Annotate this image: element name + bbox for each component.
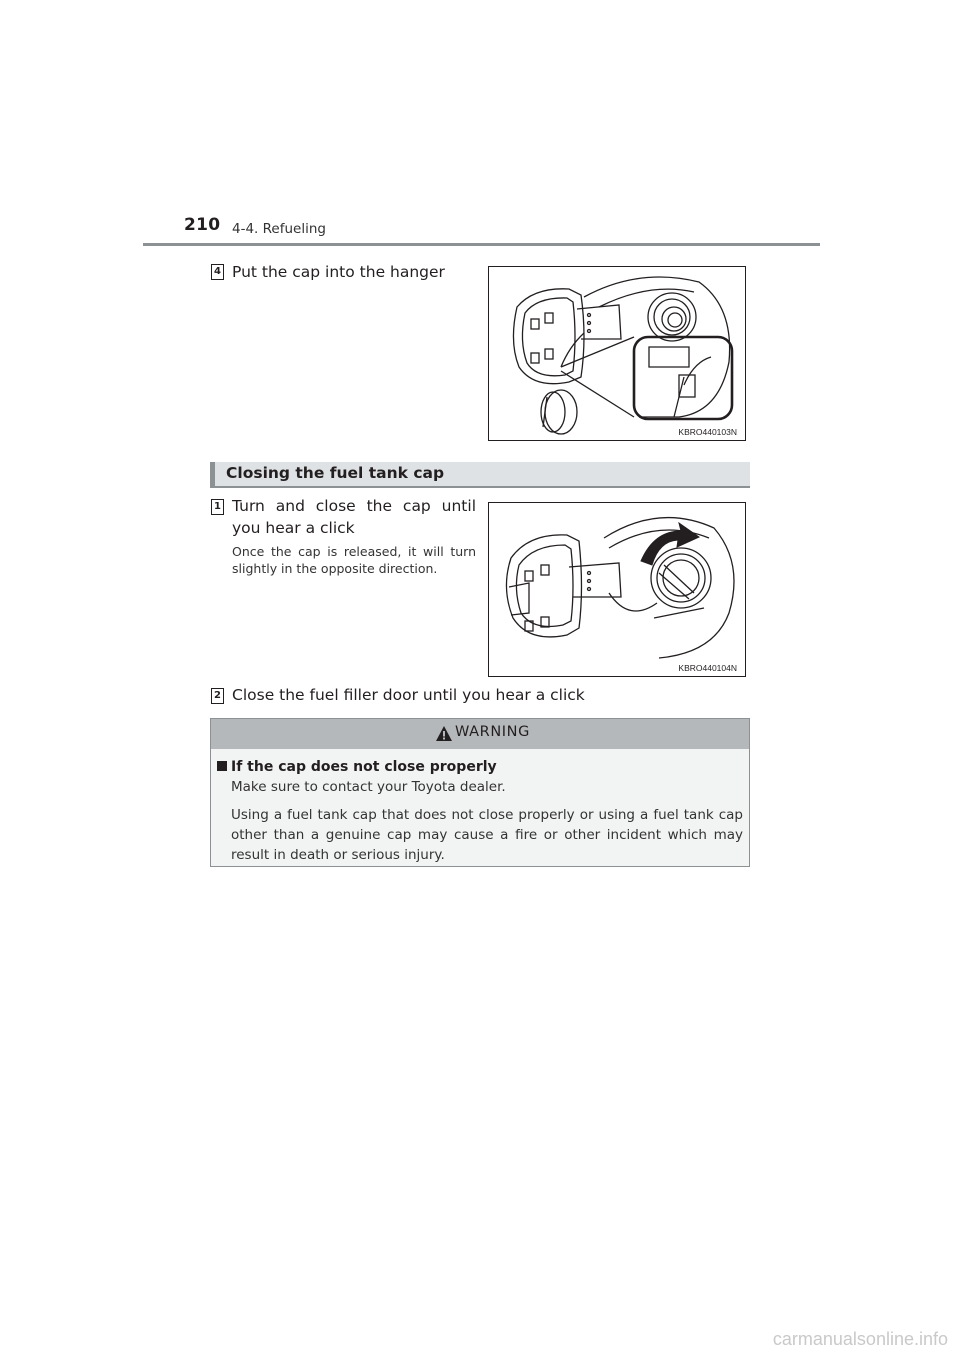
section-label: 4-4. Refueling	[232, 221, 326, 237]
warning-triangle-icon	[435, 725, 453, 742]
warning-box	[210, 718, 750, 867]
footer-watermark: carmanualsonline.info	[772, 1329, 948, 1349]
step-put-cap-text: Put the cap into the hanger	[232, 263, 445, 281]
header-rule	[143, 243, 820, 246]
warning-header	[211, 719, 749, 749]
step-badge-2: 2	[211, 688, 224, 704]
turn-arrow-icon	[641, 523, 699, 565]
figure-code-kbro440104n: KBRO440104N	[678, 663, 737, 673]
figure-code-kbro440103n: KBRO440103N	[678, 427, 737, 437]
fuel-cap-turning-illustration	[489, 503, 745, 676]
bullet-square-icon	[217, 761, 227, 771]
warning-label: WARNING	[455, 724, 530, 740]
step-badge-1: 1	[211, 499, 224, 515]
step-close-cap-note: Once the cap is released, it will turn slightly in the opposite direction.	[232, 544, 476, 576]
figure-cap-hanger	[488, 266, 746, 441]
subheading-accent-bar	[210, 462, 215, 486]
subheading-title: Closing the fuel tank cap	[226, 464, 445, 482]
warning-paragraph: Using a fuel tank cap that does not close properly or using a fuel tank cap other than a genuine cap may cause a fire or other incident which may result in death or serious injury.	[231, 807, 743, 863]
warning-title-row	[217, 757, 743, 777]
figure-close-cap	[488, 502, 746, 677]
fuel-door-cap-hanger-illustration	[489, 267, 745, 440]
step-badge-4: 4	[211, 264, 224, 280]
subheading-closing-fuel-cap	[210, 462, 750, 488]
warning-title: If the cap does not close properly	[231, 759, 497, 775]
warning-body	[217, 757, 743, 865]
page-number: 210	[184, 215, 221, 235]
step-close-cap-text: Turn and close the cap until you hear a click	[232, 497, 476, 537]
step-close-door-text: Close the fuel filler door until you hear a click	[232, 686, 585, 704]
warning-paragraph: Make sure to contact your Toyota dealer.	[231, 779, 506, 795]
